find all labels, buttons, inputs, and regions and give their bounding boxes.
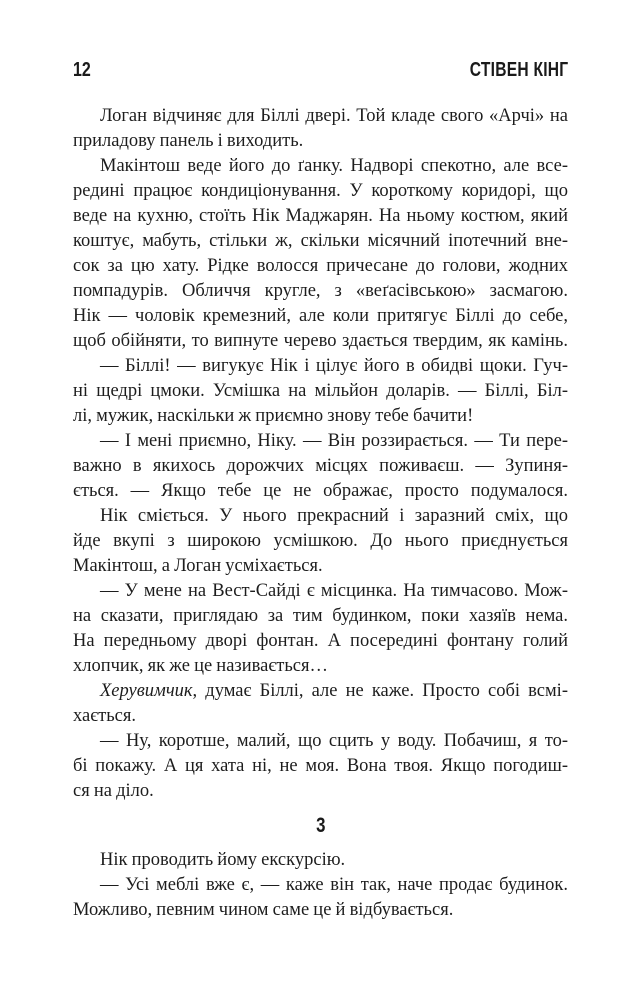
text-line: Нік сміється. У нього прекрасний і заразний сміх, що [100,506,568,526]
text-line: На передньому дворі фонтан. А посередині фонтану голий [73,631,568,651]
paragraph [73,729,568,804]
paragraph [73,848,568,873]
text-line: редині працює кондиціонування. У короткому коридорі, що [73,181,568,201]
text-line: Нік проводить йому екскурсію. [100,850,346,870]
text-line: коштує, мабуть, стільки ж, скільки місячний іпотечний вне- [73,231,568,251]
text-line: йде вкупі з широкою усмішкою. До нього приєднується [73,531,568,551]
text-line: щоб обійняти, то випнуте черево здається твердим, як камінь. [73,331,568,351]
text-line: ється. — Якщо тебе це не ображає, просто подумалося. [73,481,568,501]
running-head-author: СТІВЕН КІНГ [469,59,568,81]
text-line: — Біллі! — вигукує Нік і цілує його в обидві щоки. Гуч- [100,356,568,376]
text-line: — Усі меблі вже є, — каже він так, наче продає будинок. [100,875,568,895]
text-line: лі, мужик, наскільки ж приємно знову тебе бачити! [73,406,474,426]
text-line: ся на діло. [73,781,154,801]
body-text [73,104,568,923]
text-line: помпадурів. Обличчя кругле, з «веґасівською» засмагою. [73,281,568,301]
text-line: Можливо, певним чином саме це й відбувається. [73,900,454,920]
paragraph [73,679,568,729]
paragraph [73,429,568,504]
text-line: — Ну, коротше, малий, що сцить у воду. Побачиш, я то- [100,731,568,751]
text-line: важно в якихось дорожчих місцях поживаєш. — Зупиня- [73,456,568,476]
text-line [73,679,568,704]
section-number [73,804,568,848]
text-line: веде на кухню, стоїть Нік Маджарян. На ньому костюм, який [73,206,568,226]
text-line: Логан відчиняє для Біллі двері. Той кладе свого «Арчі» на [100,106,568,126]
paragraph [73,354,568,429]
text-line: хлопчик, як же це називається… [73,656,329,676]
running-head [73,60,568,80]
text-line: Макінтош веде його до ґанку. Надворі спекотно, але все- [100,156,568,176]
text-line: сок за цю хату. Рідке волосся причесане до голови, жодних [73,256,568,276]
text-line: Макінтош, а Логан усміхається. [73,556,323,576]
paragraph [73,154,568,354]
paragraph [73,873,568,923]
paragraph [73,104,568,154]
text-line: бі покажу. А ця хата ні, не моя. Вона твоя. Якщо погодиш- [73,756,568,776]
page-number: 12 [73,59,91,81]
text-line: на сказати, приглядаю за тим будинком, поки хазяїв нема. [73,606,568,626]
text-line: ні щедрі цмоки. Усмішка на мільйон доларів. — Біллі, Біл- [73,381,568,401]
text-line: хається. [73,706,137,726]
italic-word: Херувимчик [100,681,193,701]
paragraph [73,504,568,579]
paragraph [73,579,568,679]
text-line: Нік — чоловік кремезний, але коли притягує Біллі до себе, [73,306,568,326]
text-run: , думає Біллі, але не каже. Просто собі всмі- [192,681,568,701]
section-number-label: 3 [315,814,326,837]
text-line: — І мені приємно, Ніку. — Він роззирається. — Ти пере- [100,431,568,451]
text-line: приладову панель і виходить. [73,131,304,151]
text-line: — У мене на Вест-Сайді є місцинка. На тимчасово. Мож- [100,581,568,601]
